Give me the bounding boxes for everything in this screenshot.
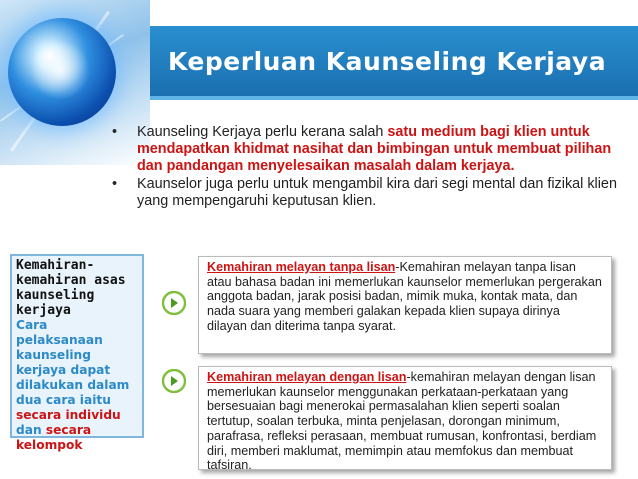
arrow-right-circle-icon	[162, 291, 186, 315]
bullet-list	[112, 124, 617, 211]
globe-glow	[30, 40, 90, 100]
summary-text: Cara pelaksanaan kaunseling kerjaya dapat dilakukan dalam dua cara iaitu	[16, 318, 130, 407]
skills-summary-body	[16, 318, 138, 453]
slide-title: Keperluan Kaunseling Kerjaya	[168, 47, 607, 76]
verbal-skill-heading: Kemahiran melayan dengan lisan	[207, 370, 407, 384]
arrow-right-circle-icon	[162, 369, 186, 393]
skills-summary-box	[10, 254, 144, 452]
verbal-skill-text: -kemahiran melayan dengan lisan memerlukan kaunselor menggunakan perkataan-perkataan yang bersesuaian bagi menerokai permasalahan klien seperti soalan tertutup, soalan terbuka, minta penjelasan, dorongan minimum, parafrasa, refleksi perasaan, membuat rumusan, konfrontasi, berdiam diri, memberi maklumat, memimpin atau memfokus dan membuat tafsiran.	[207, 370, 597, 473]
summary-red-individual: secara individu	[16, 408, 121, 422]
bullet-item	[112, 124, 617, 175]
nonverbal-skill-box	[198, 256, 612, 354]
bullet-text: Kaunselor juga perlu untuk mengambil kira dari segi mental dan fizikal klien yang mempengaruhi keputusan klien.	[137, 176, 617, 209]
summary-red-group: secara kelompok	[16, 423, 92, 452]
skills-summary-title: Kemahiran-kemahiran asas kaunseling kerjaya	[16, 258, 126, 318]
bullet-text: Kaunseling Kerjaya perlu kerana salah	[137, 124, 388, 140]
bullet-highlight: satu medium bagi klien untuk mendapatkan khidmat nasihat dan bimbingan untuk membuat pilihan dan pandangan menyelesaikan masalah dalam kerjaya.	[137, 124, 612, 174]
bullet-icon: •	[112, 124, 118, 140]
verbal-skill-box	[198, 366, 612, 473]
title-underline	[150, 96, 638, 100]
bullet-item	[112, 176, 617, 210]
summary-connector: dan	[16, 423, 46, 437]
bullet-icon: •	[112, 176, 118, 192]
nonverbal-skill-text: -Kemahiran melayan tanpa lisan atau bahasa badan ini memerlukan kaunselor memerlukan pergerakan anggota badan, jarak posisi badan, mimik muka, kontak mata, dan nada suara yang memberi galakan kepada klien supaya dirinya dilayan dan diterima tanpa syarat.	[207, 260, 602, 333]
nonverbal-skill-heading: Kemahiran melayan tanpa lisan	[207, 260, 396, 274]
